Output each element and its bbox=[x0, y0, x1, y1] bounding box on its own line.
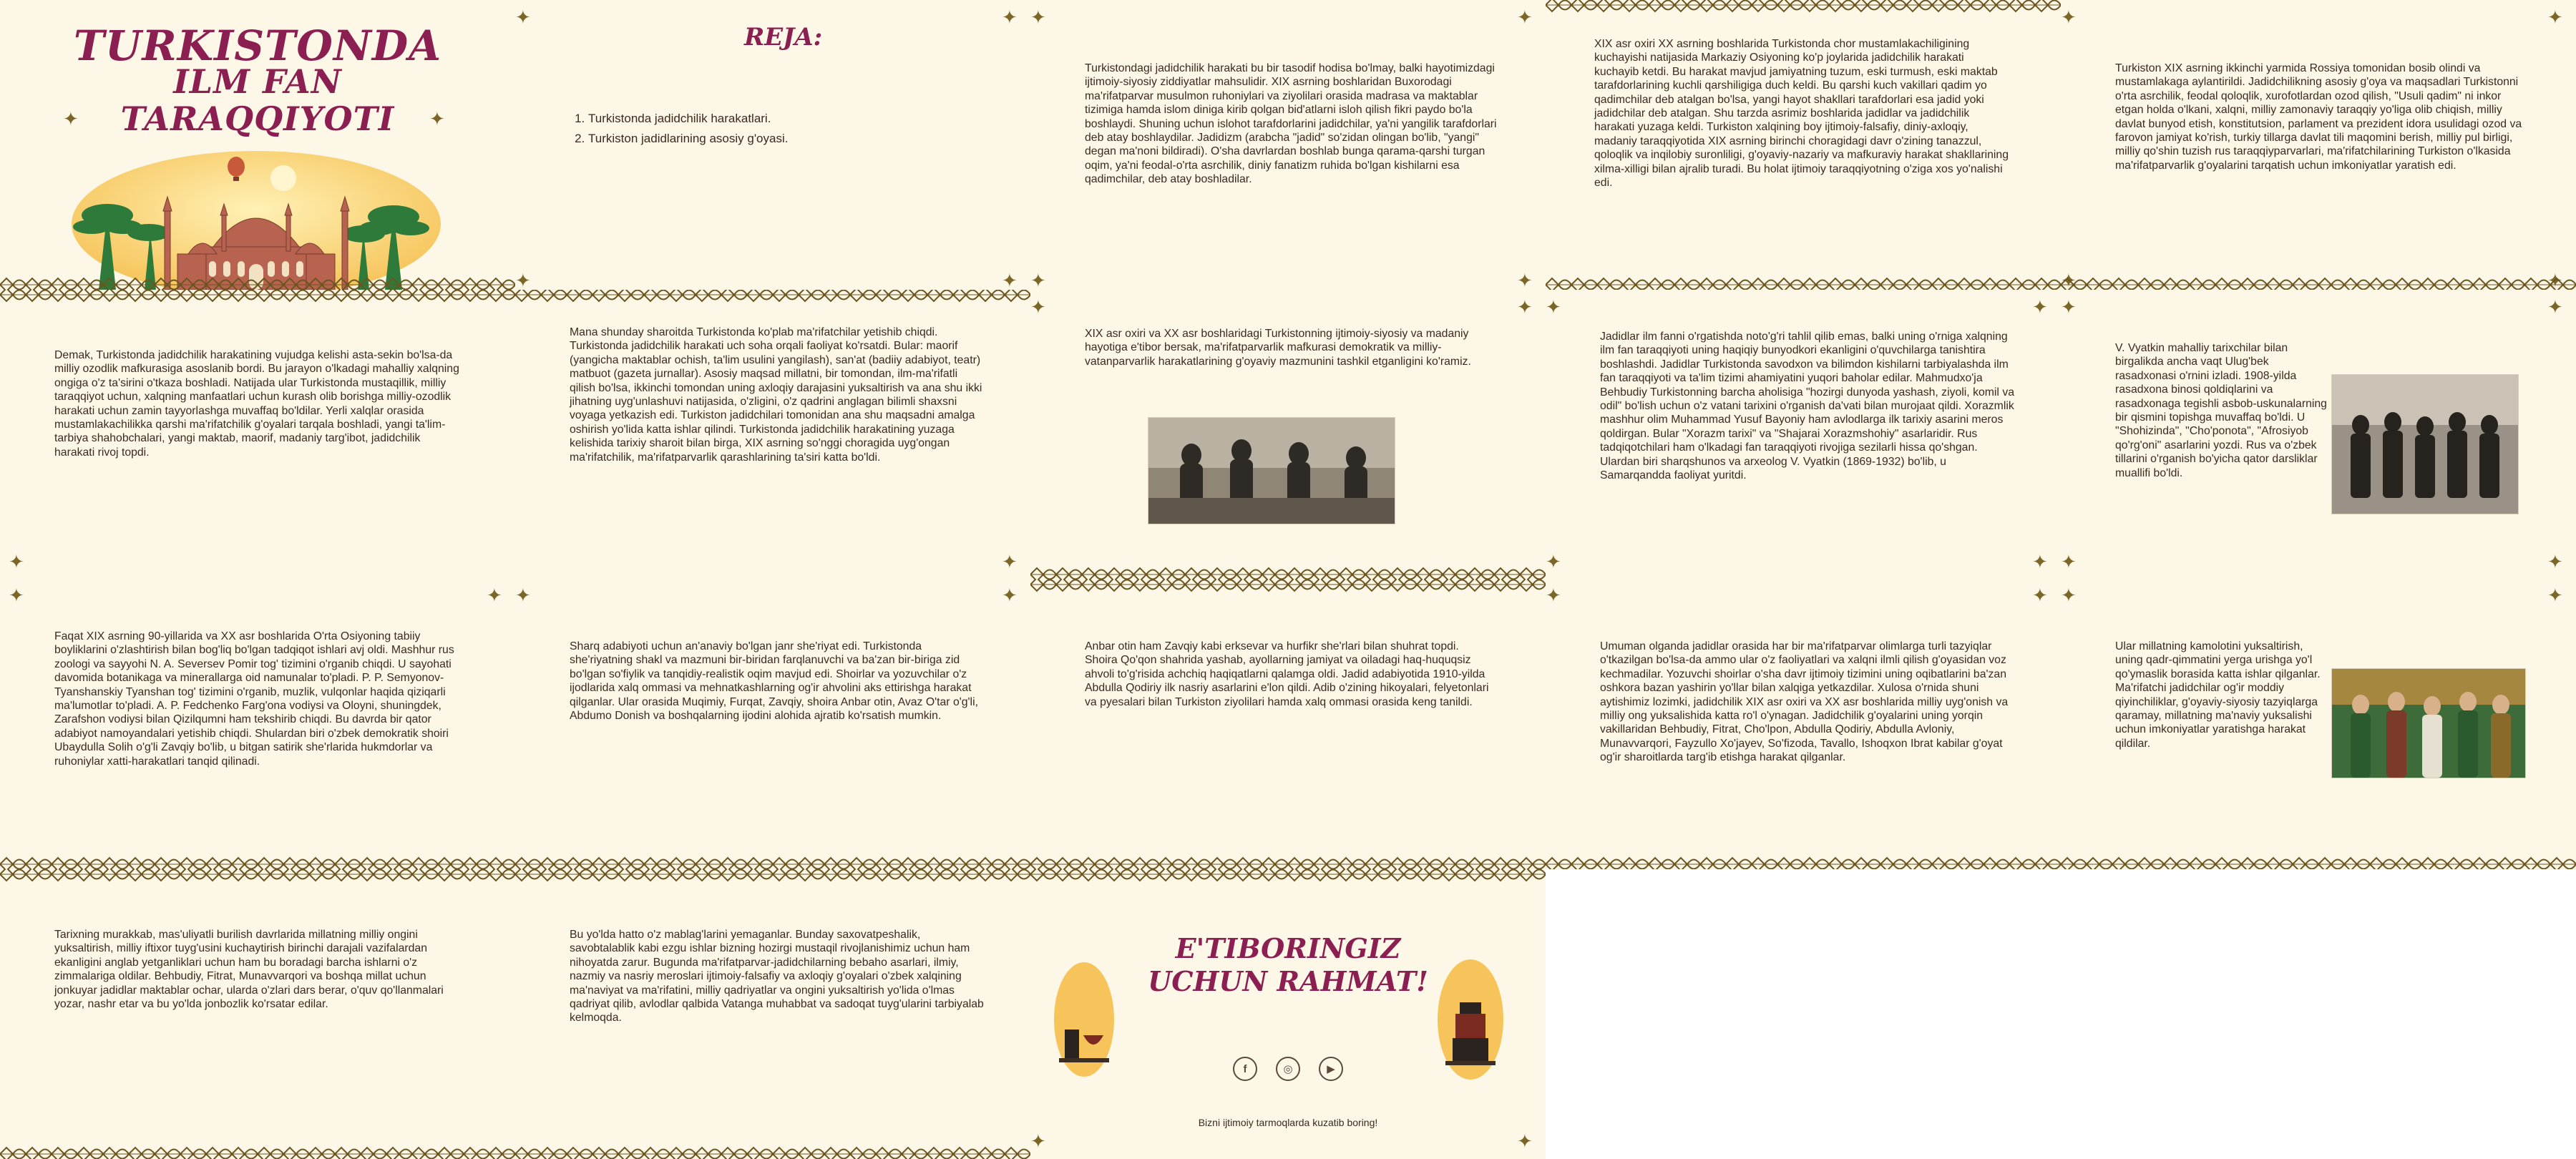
slide-7 bbox=[515, 290, 1030, 580]
slide-text: Mana shunday sharoitda Turkistonda ko'plab ma'rifatchilar yetishib chiqdi. Turkistonda jadidchilik harakati uch soha orqali faoliyat ko'rsatdi. Bular: maorif (yangicha maktablar ochish, ta'lim usulini yangilash), san'at (badiiy adabiyot, teatr) matbuot (gazeta jurnallar). Asosiy maqsad millatni, bir tomondan, ilm-ma'rifatli qilish bo'lsa, ikkinchi tomondan uning axloqiy darajasini yuksaltirish va ana shu ikki jihatning uyg'unlashuvi natijasida, o'zligini, o'z qadrini anglagan bilimli shaxsni voyaga yetkazish edi. Turkiston jadidchilari tomonidan ana shu maqsadni amalga oshirish yo'lida katta ishlar qilindi. Turkistonda jadidchilik harakatining yuzaga kelishida tarixiy sharoit bilan birga, XIX asrning so'nggi choragida uyg'ongan ma'rifatchilik, ma'rifatparvarlik qarashlarining ta'siri katta bo'ldi. bbox=[570, 326, 982, 464]
slide-4 bbox=[1546, 0, 2061, 290]
sparkle-icon: ✦ bbox=[1002, 585, 1018, 607]
sparkle-icon: ✦ bbox=[9, 552, 24, 573]
slide-text: XIX asr oxiri va XX asr boshlaridagi Turkistonning ijtimoiy-siyosiy va madaniy hayotiga e'tibor bersak, ma'rifatparvarlik mafkurasi demokratik va milliy-vatanparvarlik harakatlarining g'oyaviy mazmunini tashkil etganligini ko'ramiz. bbox=[1085, 328, 1471, 368]
ornament-pattern bbox=[2061, 854, 2576, 869]
slide-6 bbox=[0, 290, 515, 580]
sparkle-icon: ✦ bbox=[1030, 270, 1046, 290]
sparkle-icon: ✦ bbox=[2547, 297, 2563, 318]
sparkle-icon: ✦ bbox=[1517, 1131, 1533, 1153]
slide-text: Tarixning murakkab, mas'uliyatli burilish davrlarida millatning milliy ongini yuksaltirish, milliy iftixor tuyg'usini kuchaytirish birinchi darajali vazifalardan ekanligini anglab yetganliklari uchun ham bu boradagi barcha ishlarni o'z zimmalariga oldilar. Behbudiy, Fitrat, Munavvarqori va boshqa millat uchun jonkuyar jadidlar maktablar ochar, ularda o'zlari dars berar, o'quv qo'llanmalari yozar, nashr etar va bu yo'lda jonbozlik ko'rsatar edilar. bbox=[54, 929, 444, 1011]
sparkle-icon: ✦ bbox=[2547, 270, 2563, 290]
sparkle-icon: ✦ bbox=[2547, 585, 2563, 607]
slide-text: Jadidlar ilm fanni o'rgatishda noto'g'ri tahlil qilib emas, balki uning o'rniga xalqning ilm fan taraqqiyoti uning haqiqiy bunyodkori ekanligini o'quvchilarga tanishtira boshlashdi. Jadidlar Turkistonda savodxon va bilimdon kishilarni tarbiyalashda ilm fan taraqqiyoti va ta'lim tizimi ahamiyatini yuqori baholar edilar. Mahmudxo'ja Behbudiy Turkistonning barcha aholisiga "hozirgi dunyoda yashash, ziyoli, komil va odil" bo'lish uchun o'z vatani tarixini o'rganish da'vati bilan murojaat qildi. Xorazmlik mashhur olim Muhammad Yusuf Bayoniy ham avlodlarga ilk tarixiy asarini meros qoldirgan. Bular "Xorazm tarixi" va "Shajarai Xorazmshohiy" asarlaridir. Rus tadqiqotchilari ham o'lkadagi fan taraqqiyoti rivojiga sezilarli hissa qo'shgan. Ulardan biri sharqshunos va arxeolog V. Vyatkin (1869-1932) bo'lib, u Samarqandda faoliyat yuritdi. bbox=[1600, 331, 2015, 482]
mosque-illustration bbox=[70, 147, 442, 290]
facebook-icon[interactable]: f bbox=[1233, 1057, 1257, 1081]
ornament-pattern bbox=[1030, 580, 1546, 595]
ornament-border bbox=[1030, 564, 1546, 580]
sparkle-icon: ✦ bbox=[1546, 297, 1561, 318]
sparkle-icon: ✦ bbox=[1517, 297, 1533, 318]
ornament-border bbox=[0, 290, 515, 305]
slide-text: XIX asr oxiri XX asrning boshlarida Turkistonda chor mustamlakachiligining kuchayishi natijasida Markaziy Osiyoning ko'p joylarida jadidchilik harakati kuchayib ketdi. Bu harakat mavjud jamiyatning tuzum, eski turmush, eski maktab tarafdorlarining kuchli qarshiligiga duch keldi. Bu qarshi kuch vakillari qadim yo qadimchilar deb atalgan bo'lsa, yangi hayot shakllari tarafdorlari esa jadid yoki jadidchilar deb atalgan. Shu tarzda asrimiz boshlarida jadidlar va jadidchilik harakati yuzaga keldi. Turkiston xalqining boy ijtimoiy-falsafiy, diniy-axloqiy, madaniy taraqqiyotida XIX asrning birinchi choragidagi davr o'zining tanazzul, qoloqlik va inqilobiy suronliligi, g'oyaviy-nazariy va mafkuraviy harakat shakllarining xilma-xilligi bilan ajralib turadi. Bu holat ijtimoiy taraqqiyotning o'ziga xos yo'nalishi edi. bbox=[1594, 38, 2009, 190]
ornament-pattern bbox=[1030, 854, 1546, 869]
ornament-border bbox=[1546, 0, 2061, 16]
sparkle-icon: ✦ bbox=[2061, 270, 2077, 290]
page-title: TURKISTONDA bbox=[73, 21, 442, 70]
sparkle-icon: ✦ bbox=[63, 109, 79, 130]
sparkle-icon: ✦ bbox=[1517, 270, 1533, 290]
sparkle-icon: ✦ bbox=[2061, 297, 2077, 318]
slide-15 bbox=[2061, 580, 2576, 869]
slide-16 bbox=[0, 869, 515, 1159]
ornament-border bbox=[0, 274, 515, 290]
ornament-border bbox=[0, 854, 515, 869]
ornament-pattern bbox=[1030, 564, 1546, 580]
ornament-border bbox=[515, 290, 1030, 305]
sparkle-icon: ✦ bbox=[2061, 7, 2077, 29]
ornament-border bbox=[1030, 854, 1546, 869]
slide-text: Demak, Turkistonda jadidchilik harakatining vujudga kelishi asta-sekin bo'lsa-da milliy ozodlik mafkurasiga asoslanib bordi. Bu jarayon o'lkadagi mahalliy xalqning ongiga o'z ta'sirini o'tkaza boshladi. Natijada ular Turkistonda mustaqillik, milliy taraqqiyot uchun, xalqning manfaatlari uchun kurash olib borishga milliy-ozodlik harakati uchun zamin tayyorlashga muvaffaq bo'ldilar. Yerli xalqlar orasida mustamlakachilikka qarshi ma'rifatchilik g'oyalari tarqala boshladi, yangi ta'lim-tarbiya shahobchalari, yangi maktab, maorif, madaniy targ'ibot, jadidchilik harakati rivoj topdi. bbox=[54, 349, 459, 459]
group-photo bbox=[2331, 668, 2526, 778]
sparkle-icon: ✦ bbox=[2032, 552, 2048, 573]
plan-item: 2. Turkiston jadidlarining asosiy g'oyasi. bbox=[588, 129, 788, 149]
ornament-pattern bbox=[1546, 854, 2061, 869]
slide-thanks bbox=[1030, 869, 1546, 1159]
ornament-border bbox=[1030, 580, 1546, 595]
ornament-border bbox=[515, 869, 1030, 885]
plan-list bbox=[572, 109, 788, 149]
ornament-pattern bbox=[2061, 270, 2576, 290]
ornament-pattern bbox=[1546, 0, 2061, 16]
sparkle-icon: ✦ bbox=[2547, 7, 2563, 29]
ornament-border bbox=[0, 869, 515, 885]
instagram-icon[interactable]: ◎ bbox=[1276, 1057, 1300, 1081]
ornament-border bbox=[0, 1143, 515, 1159]
sparkle-icon: ✦ bbox=[2032, 585, 2048, 607]
thanks-title bbox=[1131, 932, 1445, 998]
slide-3 bbox=[1030, 0, 1546, 290]
ornament-pattern bbox=[0, 1143, 515, 1159]
ornament-pattern bbox=[1546, 274, 2061, 290]
ornament-border bbox=[1546, 274, 2061, 290]
sparkle-icon: ✦ bbox=[1546, 552, 1561, 573]
thanks-line: UCHUN RAHMAT! bbox=[1148, 965, 1428, 997]
sparkle-icon: ✦ bbox=[515, 7, 531, 29]
sparkle-icon: ✦ bbox=[515, 270, 531, 290]
plan-title: REJA: bbox=[744, 23, 823, 52]
ornament-pattern bbox=[515, 290, 1030, 305]
ornament-border bbox=[515, 1143, 1030, 1159]
archive-photo bbox=[1148, 417, 1395, 524]
sparkle-icon: ✦ bbox=[2032, 297, 2048, 318]
slide-12 bbox=[515, 580, 1030, 869]
slide-title bbox=[0, 0, 515, 290]
slide-10 bbox=[2061, 290, 2576, 580]
slide-9 bbox=[1546, 290, 2061, 580]
slide-5 bbox=[2061, 0, 2576, 290]
sparkle-icon: ✦ bbox=[1030, 7, 1046, 29]
sparkle-icon: ✦ bbox=[1002, 7, 1018, 29]
sparkle-icon: ✦ bbox=[1002, 552, 1018, 573]
ornament-border bbox=[1030, 869, 1546, 885]
ornament-pattern bbox=[1030, 869, 1546, 885]
ornament-pattern bbox=[0, 290, 515, 305]
ornament-border bbox=[2061, 854, 2576, 869]
slide-text: Anbar otin ham Zavqiy kabi erksevar va hurfikr she'rlari bilan shuhrat topdi. Shoira Qo'qon shahrida yashab, ayollarning jamiyat va oiladagi haq-huquqsiz ahvoli to'g'risida achchiq haqiqatlarni qalamga oldi. Jadid adabiyotida 1910-yilda Abdulla Qodiriy ilk nasriy asarlarini e'lon qildi. Adib o'zining hikoyalari, felyetonlari va pyesalari bilan Turkiston ziyolilari hamda xalq ommasi orasida keng tanildi. bbox=[1085, 640, 1489, 708]
ornament-border bbox=[515, 854, 1030, 869]
ornament-border bbox=[1546, 854, 2061, 869]
slide-text: Turkiston XIX asrning ikkinchi yarmida Rossiya tomonidan bosib olindi va mustamlakaga aylantirildi. Jadidchilikning asosiy g'oya va maqsadlari Turkistonni o'rta asrchilik, feodal qoloqlik, xurofotlardan ozod qilish, "Usuli qadim" ni inkor etgan holda o'lkani, xalqni, milliy zamonaviy taraqqiy yo'liga olib chiqish, milliy davlat bunyod etish, konstitutsion, parlament va prezident idora usulidagi ozod va farovon jamiyat ko'rish, turkiy tillarga davlat tili maqomini berish, milliy pul birligi, milliy qo'shin tuzish rus taraqqiyparvarlari, ma'rifatchilarining Turkiston o'lkasida ma'rifatparvarlik g'oyalarini tarqatish uchun imkoniyatlar yaratish edi. bbox=[2115, 62, 2522, 172]
thanks-line: E'TIBORINGIZ bbox=[1175, 932, 1401, 964]
ornament-pattern bbox=[515, 1143, 1030, 1159]
slide-text: Sharq adabiyoti uchun an'anaviy bo'lgan janr she'riyat edi. Turkistonda she'riyatning shakl va mazmuni bir-biridan farqlanuvchi va ba'zan bir-biriga zid bo'lgan so'fiylik va tanqidiy-realistik oqim mavjud edi. Shoirlar va yozuvchilar o'z ijodlarida xalq ommasi va mehnatkashlarning og'ir ahvolini aks ettirishga harakat qilganlar. Ular orasida Muqimiy, Furqat, Zavqiy, shoira Anbar otin, Avaz O'tar o'g'li, Abdumo Donish va boshqalarning ijodini alohida ajratib ko'rsatish mumkin. bbox=[570, 640, 978, 723]
sparkle-icon: ✦ bbox=[9, 585, 24, 607]
ornament-border bbox=[2061, 270, 2576, 290]
slide-17 bbox=[515, 869, 1030, 1159]
plan-item: 1. Turkistonda jadidchilik harakatlari. bbox=[588, 109, 788, 129]
page-subtitle: ILM FAN TARAQQIYOTI bbox=[120, 62, 395, 138]
sparkle-icon: ✦ bbox=[2061, 585, 2077, 607]
slide-11 bbox=[0, 580, 515, 869]
ornament-pattern bbox=[0, 854, 515, 869]
social-links bbox=[1030, 1057, 1546, 1081]
slide-text: Turkistondagi jadidchilik harakati bu bir tasodif hodisa bo'lmay, balki hayotimizdagi ijtimoiy-siyosiy ziddiyatlar mahsulidir. XIX asrning boshlaridan Buxorodagi ma'rifatparvar musulmon ruhoniylari va ziyolilari orasida madrasa va maktablar tizimiga hamda islom diniga kirib qolgan bid'atlarni isloh qilish fikri paydo bo'la boshlaydi. Shuning uchun islohot tarafdorlarini jadidchilar, ya'ni yangilik tarafdorlari deb atay boshlaydilar. Jadidizm (arabcha "jadid" so'zidan olingan bo'lib, "yangi" degan ma'noni bildiradi). O'sha davrlardan boshlab bunga qarama-qarshi turgan oqim, ya'ni feodal-o'rta asrchilik, diniy fanatizm ruhida bo'lgan kishilarni esa qadimchilar, deb atay boshladilar. bbox=[1085, 62, 1497, 186]
slide-14 bbox=[1546, 580, 2061, 869]
ornament-pattern bbox=[0, 274, 515, 290]
ornament-pattern bbox=[515, 869, 1030, 885]
youtube-icon[interactable]: ▶ bbox=[1319, 1057, 1343, 1081]
sparkle-icon: ✦ bbox=[487, 585, 502, 607]
sparkle-icon: ✦ bbox=[1546, 585, 1561, 607]
sparkle-icon: ✦ bbox=[429, 109, 445, 130]
slide-text: Umuman olganda jadidlar orasida har bir ma'rifatparvar olimlarga turli tazyiqlar o'tkazilgan bo'lsa-da ammo ular o'z faoliyatlari va xalqni ilmli qilish g'oyasidan voz kechmadilar. Yozuvchi shoirlar o'sha davr ijtimoiy tizimini uning oqibatlarini ba'zan oshkora bazan yashirin yo'llar bilan xalqiga yetkazdilar. Xulosa o'rnida shuni aytishimiz lozimki, jadidchilik XIX asr oxiri va XX asr boshlarida milliy uyg'onish va milliy ong yuksalishida katta ro'l o'ynagan. Jadidchilik g'oyalarini uning yorqin vakillaridan Behbudiy, Fitrat, Cho'lpon, Abdulla Qodiriy, Abdulla Avloniy, Munavvarqori, Fayzullo Xo'jayev, So'fizoda, Tavallo, Ishoqxon Ibrat kabilar g'oyat og'ir sharoitlarda targ'ib etishga harakat qilganlar. bbox=[1600, 640, 2009, 764]
slide-text: Ular millatning kamolotini yuksaltirish, uning qadr-qimmatini yerga urishga yo'l qo'ymaslik borasida katta ishlar qilganlar. Ma'rifatchi jadidchilar og'ir moddiy qiyinchiliklar, g'oyaviy-siyosiy tazyiqlarga qaramay, millatning ma'naviy yuksalishi uchun imkoniyatlar yaratishga harakat qildilar. bbox=[2115, 640, 2321, 750]
ornament-pattern bbox=[515, 854, 1030, 869]
slide-text: Bu yo'lda hatto o'z mablag'larini yemaganlar. Bunday saxovatpeshalik, savobtalablik kabi ezgu ishlar bizning hozirgi mustaqil rivojlanishimiz uchun ham nihoyatda zarur. Bugunda ma'rifatparvar-jadidchilarning bebaho asarlari, ilmiy, nazmiy va nasriy meroslari ijtimoiy-falsafiy va axloqiy g'oyalari o'zbek xalqining ma'naviyat va ma'rifatini, milliy qadriyatlar va ongini yuksaltirish yo'lida o'lmas qadriyat qilib, avlodlar qalbida Vatanga muhabbat va sadoqat tuyg'ularini tarbiyalab kelmoqda. bbox=[570, 929, 984, 1024]
sparkle-icon: ✦ bbox=[1002, 270, 1018, 290]
sparkle-icon: ✦ bbox=[1517, 7, 1533, 29]
follow-text: Bizni ijtimoiy tarmoqlarda kuzatib boring! bbox=[1198, 1117, 1378, 1128]
slide-plan bbox=[515, 0, 1030, 290]
slide-text: Faqat XIX asrning 90-yillarida va XX asr boshlarida O'rta Osiyoning tabiiy boyliklarini o'zlashtirish bilan bog'liq bo'lgan tadqiqot ishlari avj oldi. Mashhur rus zoologi va sayyohi N. A. Seversev Pomir tog' tizimini o'rganib chiqdi. U sayohati davomida botanikaga va minerallarga oid namunalar to'pladi. P. P. Semyonov-Tyanshanskiy Tyanshan tog' tizimini o'rganib, muzlik, vulqonlar haqida qiziqarli ma'lumotlar to'pladi. A. P. Fedchenko Farg'ona vodiysi va Oloyni, shuningdek, Zarafshon vodiysi bilan Qizilqumni ham tekshirib chiqdi. Bu davrda bir qator adabiyot namoyandalari yetishib chiqdi. Shulardan biri o'zbek demokratik shoiri Ubaydulla Solih o'g'li Zavqiy bo'lib, u bitgan satirik she'rlarida hukmdorlar va ruhoniylar xatti-harakatlari tanqid qilinadi. bbox=[54, 630, 454, 768]
sparkle-icon: ✦ bbox=[1030, 1131, 1046, 1153]
slide-8 bbox=[1030, 290, 1546, 580]
portrait-photo bbox=[2331, 374, 2519, 514]
sparkle-icon: ✦ bbox=[515, 585, 531, 607]
slide-text: V. Vyatkin mahalliy tarixchilar bilan birgalikda ancha vaqt Ulug'bek rasadxonasi o'rnini izladi. 1908-yilda rasadxona binosi qoldiqlarini va rasadxonaga tegishli asbob-uskunalarning bir qismini topishga muvaffaq bo'ldi. U "Shohizinda", "Cho'ponota", "Afrosiyob qo'rg'oni" asarlarini yozdi. Rus va o'zbek tillarini o'rganish bo'yicha qator darsliklar muallifi bo'ldi. bbox=[2115, 342, 2327, 479]
sparkle-icon: ✦ bbox=[1030, 297, 1046, 318]
ornament-pattern bbox=[0, 869, 515, 885]
sparkle-icon: ✦ bbox=[2061, 552, 2077, 573]
slide-13 bbox=[1030, 580, 1546, 869]
sparkle-icon: ✦ bbox=[2547, 552, 2563, 573]
